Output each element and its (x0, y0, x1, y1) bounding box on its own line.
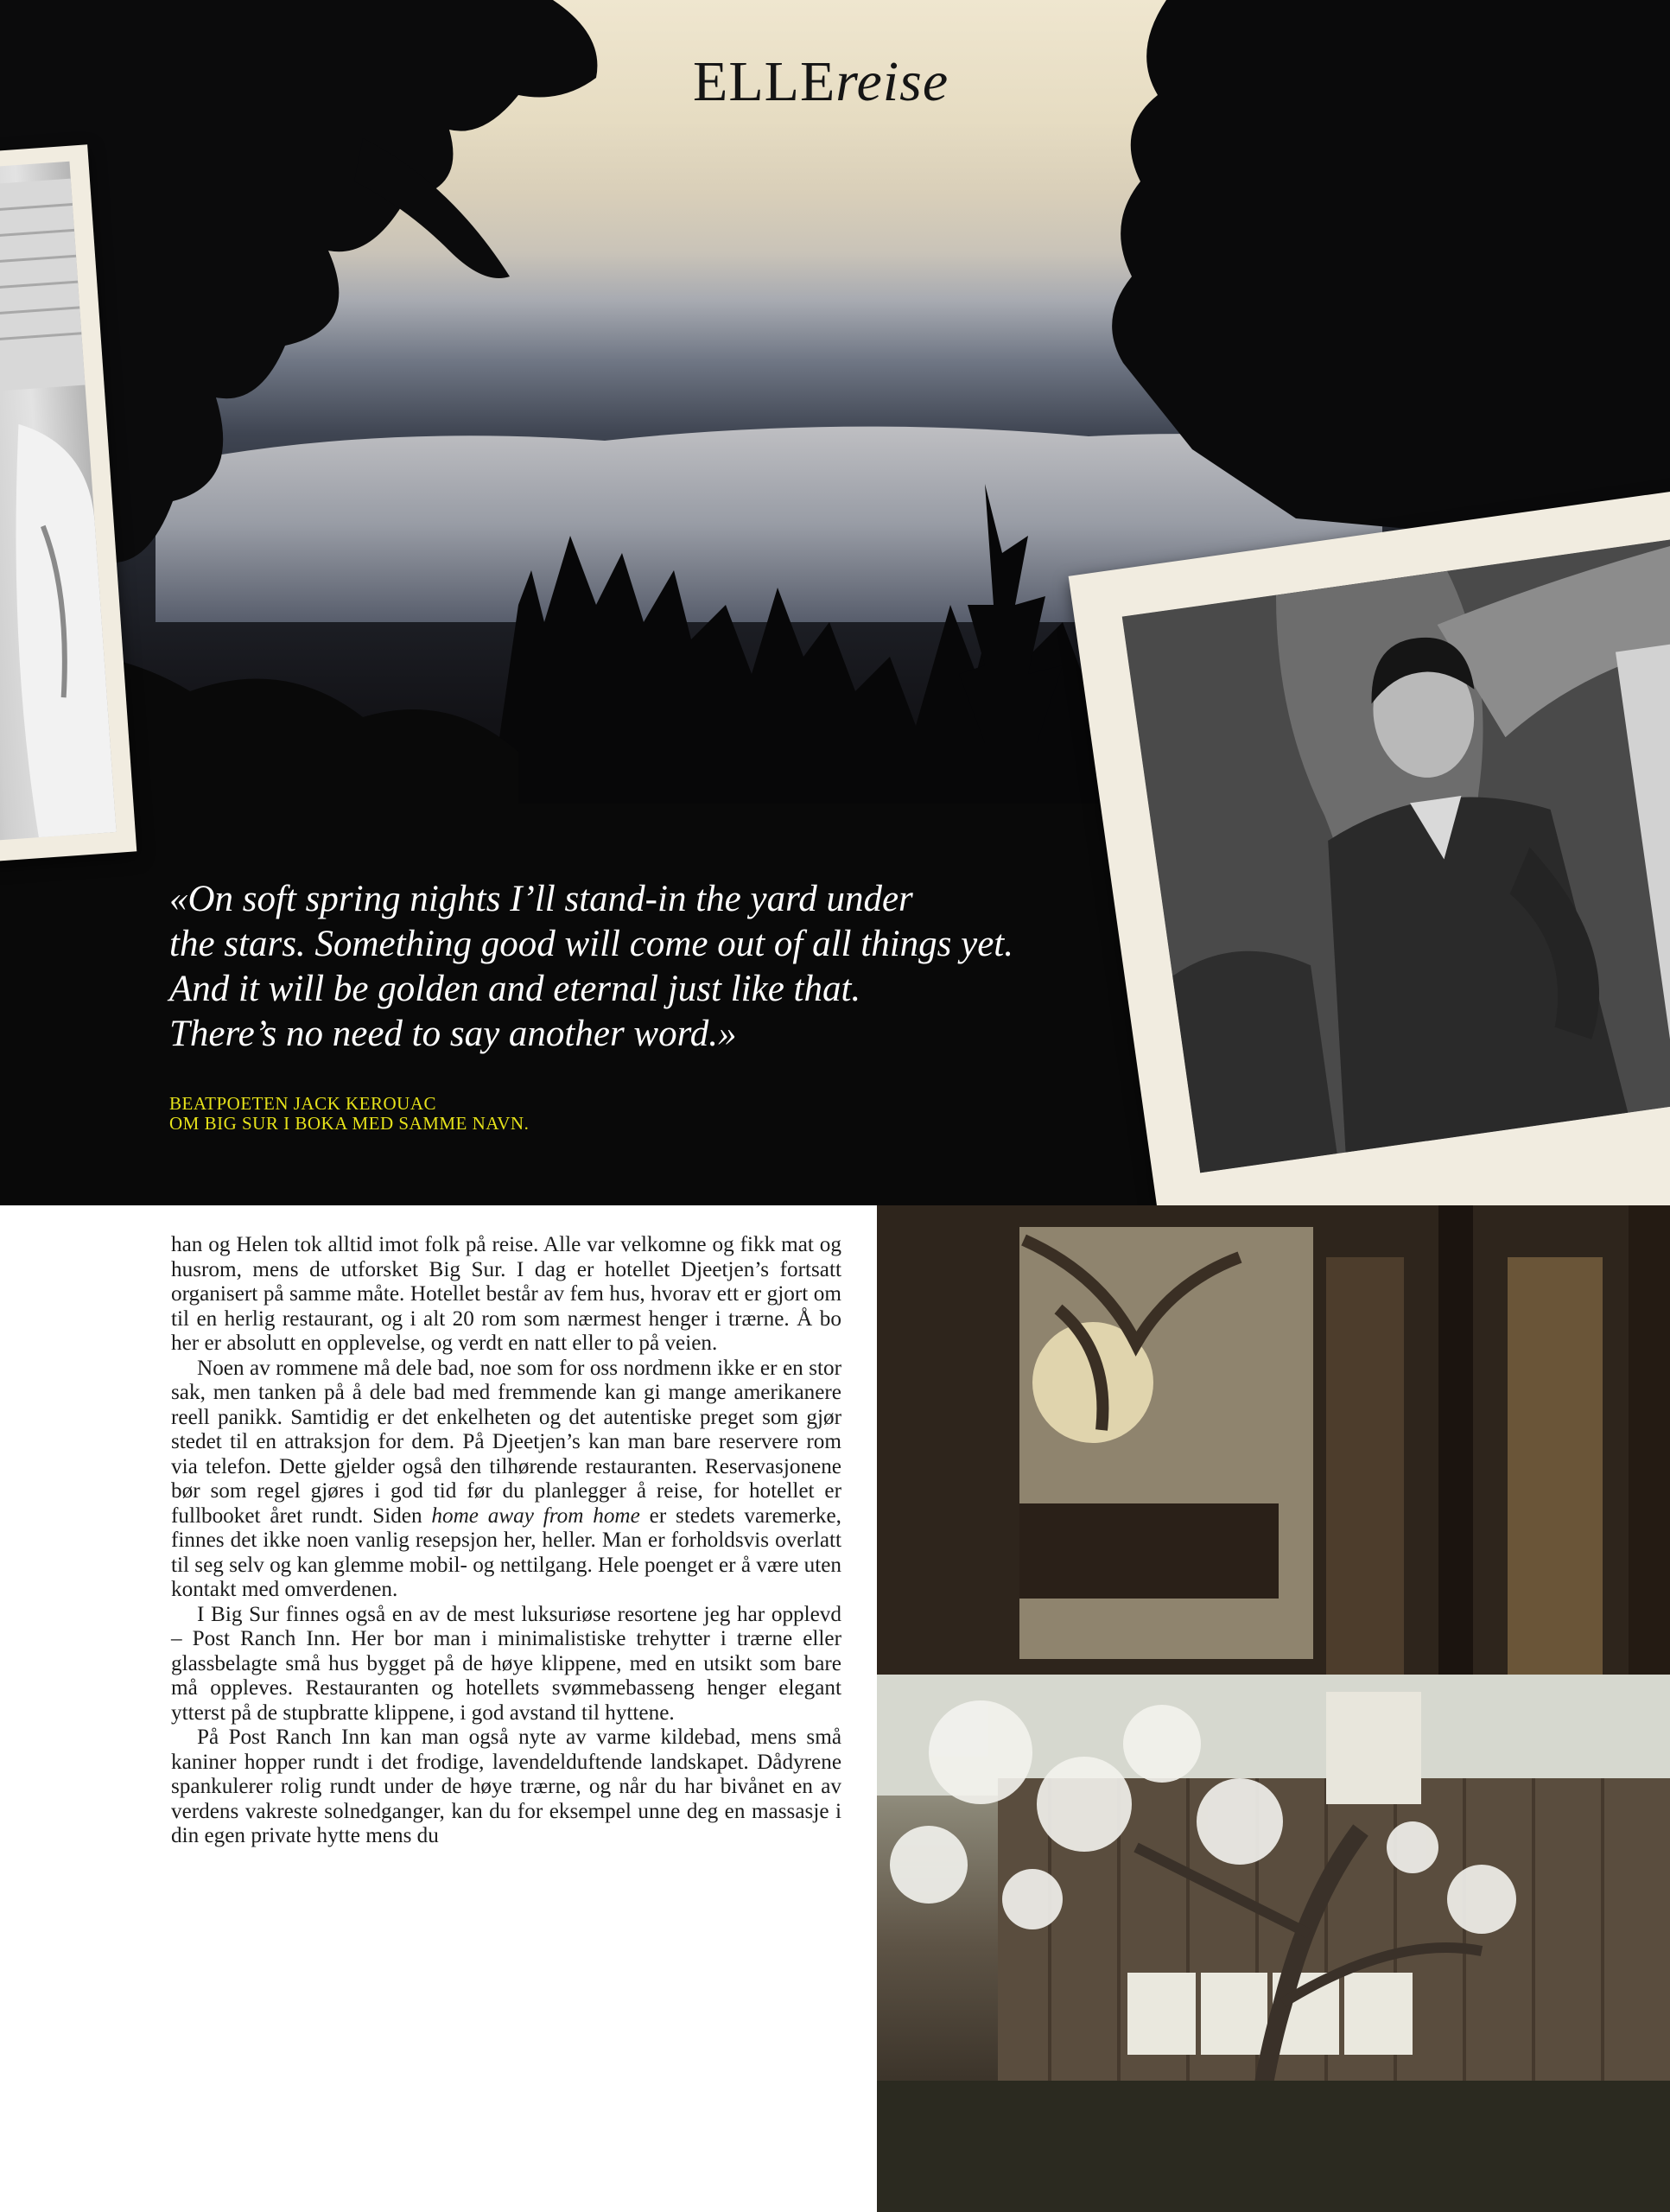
wooden-post-4 (1629, 1205, 1670, 1675)
quote-line: «On soft spring nights I’ll stand-in the yard under (169, 879, 913, 919)
quote-line: And it will be golden and eternal just like that. (169, 969, 861, 1009)
paragraph-text: Noen av rommene må dele bad, noe som for oss nordmenn ikke er en stor sak, men tanken på å dele bad med fremmende kan gi mange amerikanere reell panikk. Samtidig er det enkelheten og det autentiske preget som gjør stedet til en attraksjon for dem. På Djeetjen’s kan man bare reservere rom via telefon. Dette gjelder også den tilhørende restauranten. Reservasjonene bør som regel gjøres i god tid før du planlegger å reise, for hotellet er fullbooket året rundt. Siden (171, 1356, 841, 1528)
article-paragraph: I Big Sur finnes også en av de mest luksuriøse resortene jeg har opplevd – Post Ranch Inn. Her bor man i minimalistiske trehytter i trærne eller glassbelagte små hus bygget på de høye klippene, med en utsikt som bare må oppleves. Restauranten og hotellets svømmebasseng henger elegant ytterst på de stupbratte klippene, i god avstand til hyttene. (171, 1602, 841, 1725)
quote-line: the stars. Something good will come out of all things yet. (169, 924, 1013, 964)
house-photo (877, 1675, 1670, 2212)
quote-line: There’s no need to say another word.» (169, 1014, 737, 1054)
article-body (171, 1233, 841, 1849)
article-paragraph (171, 1357, 841, 1603)
railing (1019, 1503, 1279, 1599)
figure-shoulder (3, 419, 117, 837)
logo-section: reise (835, 50, 949, 113)
quote-attribution (169, 1094, 529, 1134)
emphasis-phrase: home away from home (431, 1503, 640, 1528)
attribution-line: BEATPOETEN JACK KEROUAC (169, 1093, 437, 1114)
house-illustration (877, 1675, 1670, 2212)
article-paragraph: han og Helen tok alltid imot folk på reise. Alle var velkomne og fikk mat og husrom, mens de utforsket Big Sur. I dag er hotellet Djeetjen’s fortsatt organisert på samme måte. Hotellet består av fem hus, hvorav ett er gjort om til en herlig restaurant, og i alt 20 rom som nærmest henger i trærne. Å bo her er absolutt en opplevelse, og verdt en natt eller to på veien. (171, 1233, 841, 1355)
window-illustration (877, 1205, 1670, 1675)
logo-brand: ELLE (693, 50, 836, 113)
foliage (1171, 942, 1337, 1173)
wooden-post-2 (1438, 1205, 1473, 1675)
paragraph-text: er stedets varemerke, finnes det ikke noen vanlig resepsjon her, heller. Man er forholdsvis overlatt til seg selv og kan glemme mobil- og nettilgang. Hele poenget er å være uten kontakt med omverdenen. (171, 1503, 841, 1601)
window-photo (877, 1205, 1670, 1675)
polaroid-right (1069, 485, 1670, 1278)
wooden-post-1 (1326, 1257, 1404, 1675)
article-paragraph: På Post Ranch Inn kan man også nyte av varme kildebad, mens små kaniner hopper rundt i det frodige, lavendelduftende landskapet. Dådyrene spankulerer rolig rundt under de høye trærne, og når du har bivånet en av verdens vakreste solnedganger, kan du for eksempel unne deg en massasje i din egen private hytte mens du (171, 1726, 841, 1847)
kerouac-portrait-illustration (1122, 532, 1670, 1173)
wooden-post-3 (1508, 1257, 1603, 1675)
pull-quote (169, 877, 1154, 1057)
magazine-logo (693, 50, 949, 113)
lower-foliage (877, 2081, 1670, 2212)
kerouac-photo (1122, 532, 1670, 1173)
upper-window (1326, 1692, 1421, 1804)
attribution-line: OM BIG SUR I BOKA MED SAMME NAVN. (169, 1113, 530, 1134)
